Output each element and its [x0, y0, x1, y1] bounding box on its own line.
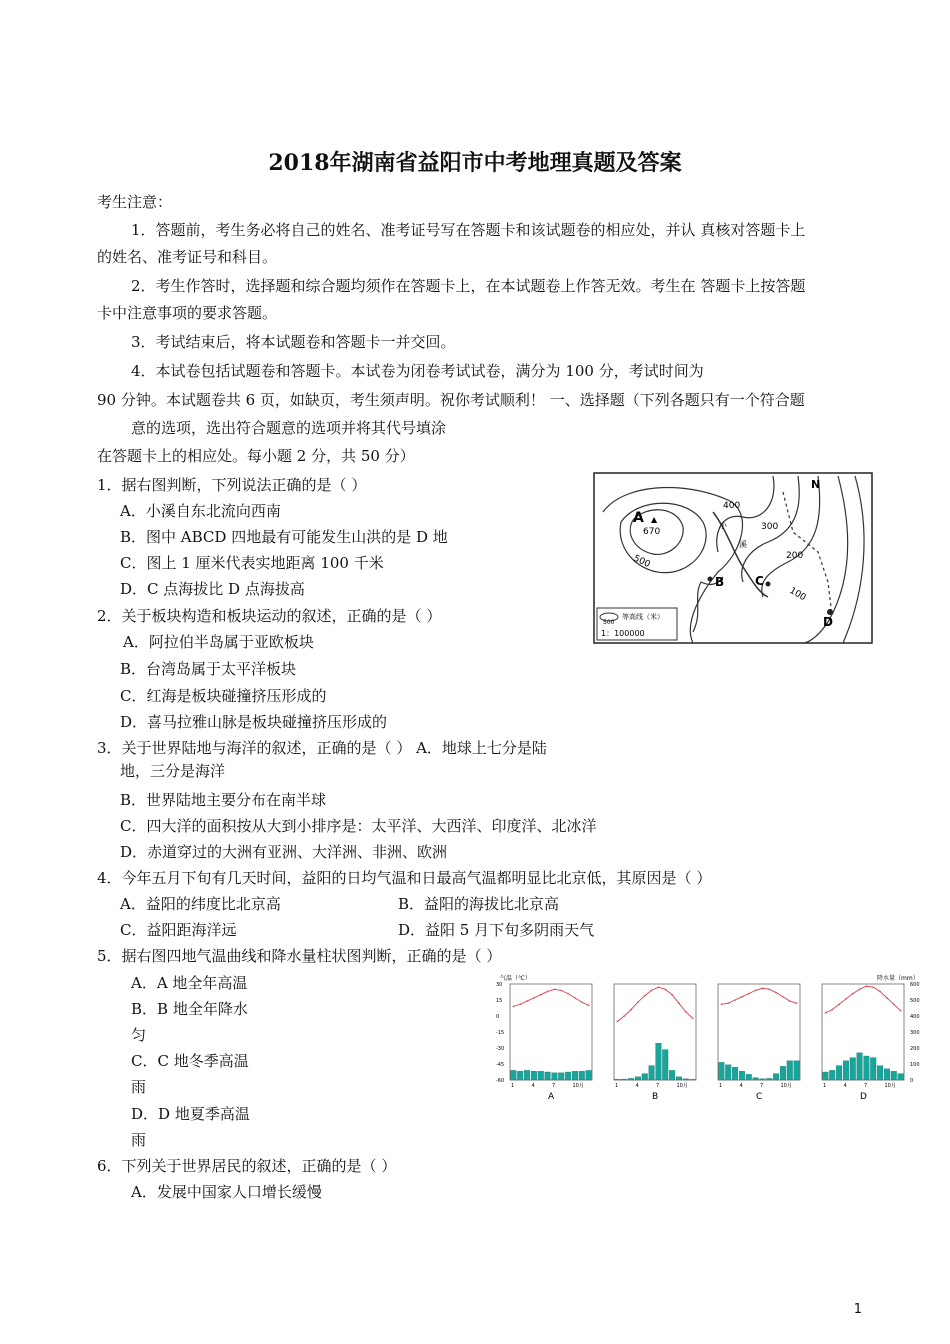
x-tick-label: 7 — [656, 1083, 660, 1089]
precip-bar — [746, 1074, 752, 1080]
option: A．小溪自东北流向西南 — [120, 502, 281, 520]
temperature-point — [762, 987, 764, 989]
precip-bar — [517, 1071, 523, 1080]
temperature-point — [581, 1001, 583, 1003]
option: D．C 点海拔比 D 点海拔高 — [120, 580, 305, 598]
temperature-point — [879, 991, 881, 993]
climate-charts-figure — [492, 970, 924, 1102]
temperature-point — [893, 1003, 895, 1005]
contour-label: 400 — [723, 501, 741, 511]
temperature-point — [831, 1009, 833, 1011]
option-cont: 雨 — [131, 1131, 147, 1149]
x-tick-label: 4 — [739, 1083, 743, 1089]
temperature-point — [560, 990, 562, 992]
precip-bar — [870, 1058, 876, 1080]
y-left-tick-label: 30 — [496, 982, 503, 988]
question-stem: 5．据右图四地气温曲线和降水量柱状图判断，正确的是（ ） — [97, 947, 502, 965]
temperature-point — [692, 1017, 694, 1019]
precip-bar — [669, 1070, 675, 1080]
temperature-point — [623, 1015, 625, 1017]
legend-contour-value: 500 — [603, 619, 615, 626]
stream-char: 小 — [719, 521, 727, 530]
option: C．图上 1 厘米代表实地距离 100 千米 — [120, 554, 384, 572]
y-right-tick-label: 0 — [910, 1078, 914, 1084]
notice-line: 3．考试结束后，将本试题卷和答题卡一并交回。 — [131, 333, 456, 351]
temperature-point — [852, 993, 854, 995]
temperature-point — [845, 998, 847, 1000]
precip-bar — [787, 1061, 793, 1080]
x-tick-label: 4 — [843, 1083, 847, 1089]
x-tick-label: 10月 — [572, 1083, 584, 1089]
temperature-point — [796, 1002, 798, 1004]
temperature-point — [734, 999, 736, 1001]
notice-line: 1．答题前，考生务必将自己的姓名、准考证号写在答题卡和该试题卷的相应处，并认 真核对答题卡上 — [131, 221, 806, 239]
north-label: N — [811, 478, 821, 491]
precip-bar — [676, 1077, 682, 1080]
option: A．阿拉伯半岛属于亚欧板块 — [123, 633, 314, 651]
temperature-point — [671, 994, 673, 996]
temperature-point — [540, 994, 542, 996]
x-tick-label: 10月 — [676, 1083, 688, 1089]
option: A．益阳的纬度比北京高 — [120, 895, 281, 913]
temperature-point — [678, 1002, 680, 1004]
x-tick-label: 1 — [615, 1083, 619, 1089]
x-tick-label: 4 — [531, 1083, 535, 1089]
precip-bar — [864, 1056, 870, 1080]
option-cont: 雨 — [131, 1078, 147, 1096]
point-label: B — [715, 575, 725, 589]
question-stem: 2．关于板块构造和板块运动的叙述，正确的是（ ） — [97, 607, 442, 625]
option: D．喜马拉雅山脉是板块碰撞挤压形成的 — [120, 713, 388, 731]
point-c-marker — [766, 582, 771, 587]
peak-triangle-icon: ▲ — [651, 515, 658, 524]
temperature-point — [838, 1003, 840, 1005]
y-left-tick-label: 15 — [496, 998, 503, 1004]
temperature-point — [574, 997, 576, 999]
temperature-point — [630, 1009, 632, 1011]
precip-bar — [615, 1079, 621, 1080]
precip-bar — [552, 1073, 558, 1080]
option: D．益阳 5 月下旬多阴雨天气 — [398, 921, 595, 939]
precip-bar — [719, 1062, 725, 1080]
temperature-point — [567, 993, 569, 995]
notice-line: 的姓名、准考证号和科目。 — [97, 248, 278, 266]
question-stem-cont: 地，三分是海洋 — [120, 762, 226, 780]
notice-line: 2．考生作答时，选择题和综合题均须作在答题卡上，在本试题卷上作答无效。考生在 答题卡上按答题 — [131, 277, 806, 295]
precip-bar — [884, 1069, 890, 1080]
temperature-point — [727, 1002, 729, 1004]
precip-bar — [891, 1071, 897, 1080]
legend-scale: 1：100000 — [601, 629, 645, 638]
precip-bar — [829, 1070, 835, 1080]
contour-label: 500 — [631, 553, 652, 570]
precip-bar — [773, 1074, 779, 1080]
precip-bar — [635, 1077, 641, 1080]
temperature-point — [748, 993, 750, 995]
point-label: D — [823, 615, 833, 629]
x-tick-label: 10月 — [780, 1083, 792, 1089]
option: B．图中 ABCD 四地最有可能发生山洪的是 D 地 — [120, 528, 448, 546]
option: C．四大洋的面积按从大到小排序是：太平洋、大西洋、印度洋、北冰洋 — [120, 817, 597, 835]
x-tick-label: 4 — [635, 1083, 639, 1089]
temperature-point — [825, 1012, 827, 1014]
temperature-point — [588, 1005, 590, 1007]
option: B．台湾岛属于太平洋板块 — [120, 660, 297, 678]
notice-line: 卡中注意事项的要求答题。 — [97, 304, 278, 322]
contour-label: 100 — [787, 585, 808, 604]
question-stem: 4．今年五月下旬有几天时间，益阳的日均气温和日最高气温都明显比北京低，其原因是（ ） — [97, 869, 712, 887]
precip-bar — [794, 1061, 800, 1080]
y-left-tick-label: -60 — [496, 1078, 505, 1084]
point-label: C — [755, 574, 764, 588]
y-right-tick-label: 600 — [910, 982, 920, 988]
temperature-point — [664, 989, 666, 991]
option: D．D 地夏季高温 — [131, 1105, 250, 1123]
precip-bar — [780, 1066, 786, 1080]
notice-line: 4．本试卷包括试题卷和答题卡。本试卷为闭卷考试试卷，满分为 100 分，考试时间为 — [131, 362, 704, 380]
precip-bar — [690, 1079, 696, 1080]
x-tick-label: 1 — [511, 1083, 515, 1089]
notice-line: 90 分钟。本试题卷共 6 页，如缺页，考生须声明。祝你考试顺利！ 一、选择题（下列各题只有一个符合题 — [97, 391, 805, 409]
precip-bar — [760, 1079, 766, 1080]
option: C．C 地冬季高温 — [131, 1052, 249, 1070]
temperature-point — [866, 985, 868, 987]
temperature-point — [547, 991, 549, 993]
temperature-point — [685, 1011, 687, 1013]
climate-panel-frame — [510, 984, 592, 1080]
panel-label: D — [860, 1092, 867, 1102]
temperature-point — [872, 986, 874, 988]
precip-bar — [857, 1053, 863, 1080]
temperature-point — [554, 989, 556, 991]
x-tick-label: 1 — [719, 1083, 723, 1089]
precip-bar — [843, 1061, 849, 1080]
precip-bar — [725, 1065, 731, 1080]
x-tick-label: 7 — [552, 1083, 556, 1089]
temperature-point — [617, 1021, 619, 1023]
precip-bar — [732, 1067, 738, 1080]
y-left-tick-label: -15 — [496, 1030, 505, 1036]
notice-line: 意的选项，选出符合题意的选项并将其代号填涂 — [131, 419, 447, 437]
x-tick-label: 7 — [864, 1083, 868, 1089]
temperature-point — [533, 997, 535, 999]
precip-bar — [628, 1078, 634, 1080]
temperature-point — [651, 990, 653, 992]
y-left-tick-label: -45 — [496, 1062, 505, 1068]
option: B．B 地全年降水 — [131, 1000, 248, 1018]
precip-bar — [753, 1078, 759, 1080]
peak-label: A — [633, 510, 644, 526]
temperature-point — [789, 1000, 791, 1002]
panel-label: A — [548, 1092, 555, 1102]
climate-panel-frame — [614, 984, 696, 1080]
temperature-point — [859, 989, 861, 991]
page-title: 2018年湖南省益阳市中考地理真题及答案 — [268, 150, 682, 176]
question-stem: 1．据右图判断，下列说法正确的是（ ） — [97, 476, 367, 494]
precip-bar — [531, 1071, 537, 1080]
panel-label: C — [756, 1092, 763, 1102]
question-stem: 3．关于世界陆地与海洋的叙述，正确的是（ ） A．地球上七分是陆 — [97, 739, 547, 757]
option-cont: 匀 — [131, 1026, 147, 1044]
peak-elevation: 670 — [643, 527, 661, 537]
contour-map-figure — [593, 472, 873, 644]
precip-bar — [586, 1070, 592, 1080]
temperature-point — [755, 990, 757, 992]
point-b-marker — [708, 577, 713, 582]
precip-bar — [538, 1071, 544, 1080]
precip-bar — [642, 1074, 648, 1080]
precip-bar — [656, 1043, 662, 1080]
y-right-tick-label: 200 — [910, 1046, 920, 1052]
precip-bar — [565, 1072, 571, 1080]
y-left-tick-label: -30 — [496, 1046, 505, 1052]
legend-contour-text: 等高线（米） — [622, 613, 664, 621]
option: A．A 地全年高温 — [131, 974, 248, 992]
precip-bar — [836, 1066, 842, 1080]
precip-bar — [545, 1072, 551, 1080]
precip-bar — [823, 1072, 829, 1080]
precip-bar — [621, 1079, 627, 1080]
climate-panel-frame — [822, 984, 904, 1080]
option: D．赤道穿过的大洲有亚洲、大洋洲、非洲、欧洲 — [120, 843, 448, 861]
temperature-point — [721, 1003, 723, 1005]
precip-bar — [662, 1050, 668, 1080]
precip-bar — [558, 1073, 564, 1080]
precip-bar — [898, 1074, 904, 1080]
precip-bar — [579, 1071, 585, 1080]
temperature-point — [513, 1006, 515, 1008]
x-tick-label: 7 — [760, 1083, 764, 1089]
x-tick-label: 1 — [823, 1083, 827, 1089]
y-right-title: 降水量（mm） — [877, 975, 919, 982]
option: C．红海是板块碰撞挤压形成的 — [120, 687, 327, 705]
temperature-point — [519, 1003, 521, 1005]
y-right-tick-label: 300 — [910, 1030, 920, 1036]
precip-bar — [683, 1079, 689, 1080]
temperature-point — [782, 996, 784, 998]
option: A．发展中国家人口增长缓慢 — [131, 1183, 322, 1201]
precip-bar — [877, 1066, 883, 1080]
precip-bar — [739, 1071, 745, 1080]
temperature-point — [658, 986, 660, 988]
temperature-point — [644, 995, 646, 997]
notice-heading: 考生注意： — [97, 193, 173, 211]
temperature-point — [775, 992, 777, 994]
precip-bar — [511, 1070, 517, 1080]
y-right-tick-label: 100 — [910, 1062, 920, 1068]
contour-label: 200 — [786, 551, 804, 561]
option: C．益阳距海洋远 — [120, 921, 237, 939]
precip-bar — [524, 1070, 530, 1080]
temperature-point — [741, 996, 743, 998]
precip-bar — [649, 1066, 655, 1080]
temperature-point — [526, 1000, 528, 1002]
x-tick-label: 10月 — [884, 1083, 896, 1089]
temperature-point — [900, 1010, 902, 1012]
question-stem: 6．下列关于世界居民的叙述，正确的是（ ） — [97, 1157, 397, 1175]
contour-label: 300 — [761, 522, 779, 532]
y-left-title: 气温（℃） — [500, 975, 531, 982]
y-right-tick-label: 500 — [910, 998, 920, 1004]
precip-bar — [850, 1058, 856, 1080]
panel-label: B — [652, 1092, 659, 1102]
temperature-point — [886, 997, 888, 999]
option: B．益阳的海拔比北京高 — [398, 895, 560, 913]
precip-bar — [572, 1071, 578, 1080]
page-number: 1 — [853, 1302, 862, 1317]
stream-char: 溪 — [739, 540, 747, 549]
temperature-point — [637, 1001, 639, 1003]
precip-bar — [766, 1078, 772, 1080]
temperature-point — [768, 989, 770, 991]
notice-line: 在答题卡上的相应处。每小题 2 分，共 50 分） — [97, 447, 415, 465]
y-right-tick-label: 400 — [910, 1014, 920, 1020]
option: B．世界陆地主要分布在南半球 — [120, 791, 327, 809]
y-left-tick-label: 0 — [496, 1014, 500, 1020]
